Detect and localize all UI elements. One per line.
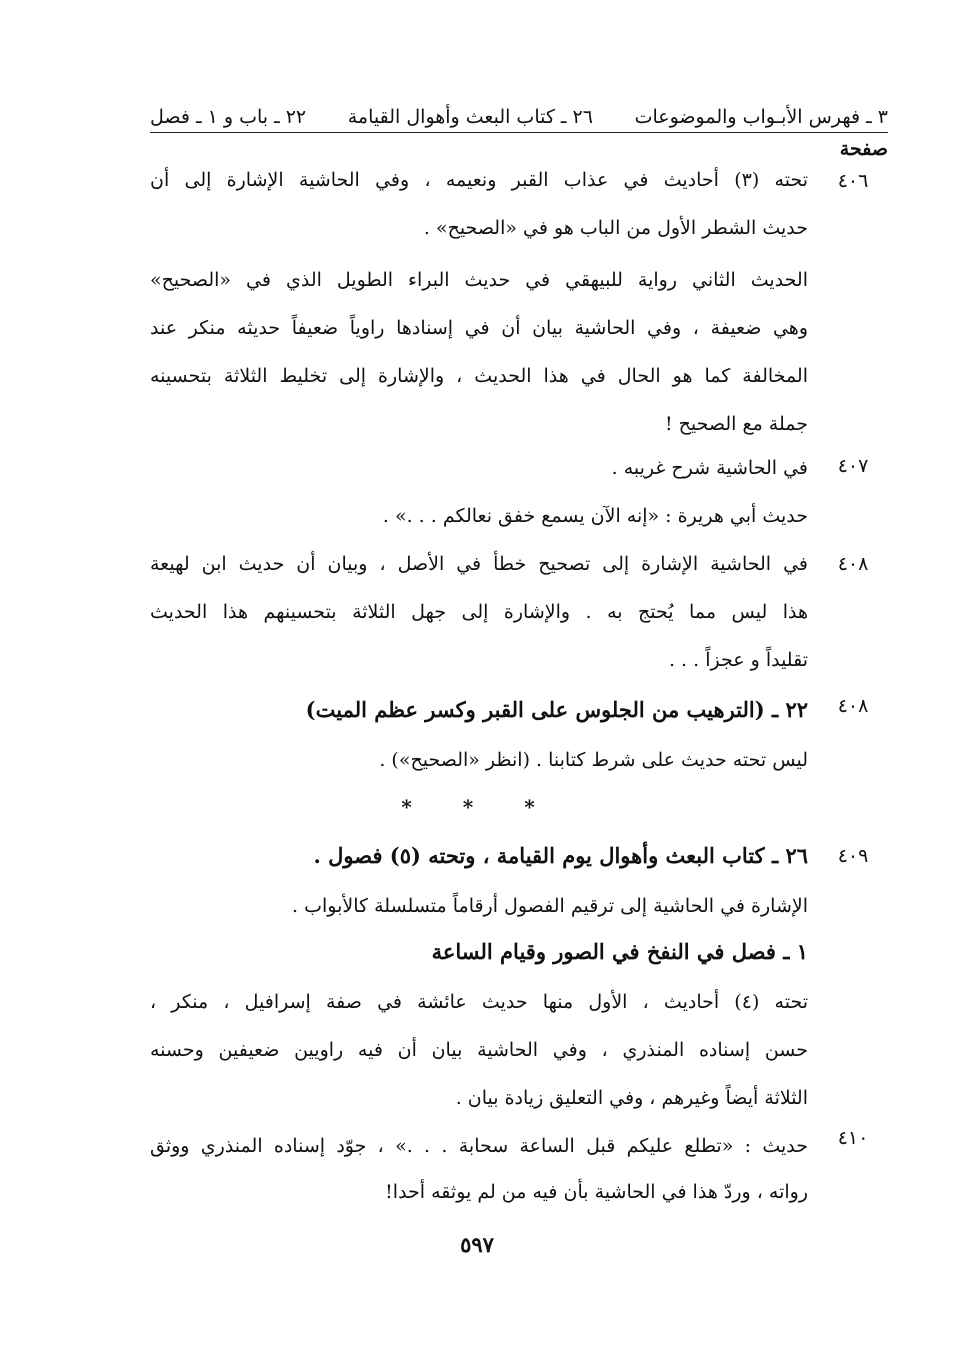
page-number: ٥٩٧ [460, 1232, 494, 1257]
page-ref-410: ٤١٠ [837, 1127, 869, 1149]
page-column-label: صفحة [839, 138, 888, 160]
body-line: رواته ، وردّ هذا في الحاشية بأن فيه من لم يوثقه أحدا! [385, 1181, 808, 1203]
body-line: حديث : «تطلع عليكم قبل الساعة سحابة . . .» ، جوّد إسناده المنذري ووثق [150, 1135, 808, 1157]
page-ref-406: ٤٠٦ [837, 170, 869, 192]
running-header [150, 100, 888, 133]
body-line: الثلاثة أيضاً وغيرهم ، وفي التعليق زيادة بيان . [455, 1087, 808, 1109]
body-line: حديث الشطر الأول من الباب هو في «الصحيح» . [423, 217, 808, 239]
body-line: في الحاشية شرح غريبه . [611, 457, 808, 479]
body-line: الحديث الثاني رواية للبيهقي في حديث البراء الطويل الذي في «الصحيح» [150, 269, 808, 291]
page-ref-408: ٤٠٨ [837, 553, 869, 575]
section-heading: ١ ـ فصل في النفخ في الصور وقيام الساعة [431, 939, 808, 964]
page-ref-407: ٤٠٧ [837, 455, 869, 477]
body-line: هذا ليس مما يُحتج به . والإشارة إلى جهل الثلاثة بتحسينهم هذا الحديث [150, 601, 808, 623]
body-line: ليس تحته حديث على شرط كتابنا . (انظر «الصحيح») . [379, 749, 808, 771]
book-heading: ٢٦ ـ كتاب البعث وأهوال يوم القيامة ، وتحته (٥) فصول . [313, 843, 808, 868]
body-line: الإشارة في الحاشية إلى ترقيم الفصول أرقاماً متسلسلة كالأبواب . [292, 895, 808, 917]
body-line: المخالفة كما هو الحال في هذا الحديث ، والإشارة إلى تخليط الثلاثة بتحسينه [150, 365, 808, 387]
page-ref-408: ٤٠٨ [837, 695, 869, 717]
body-line: حسن إسناده المنذري ، وفي الحاشية بيان أن فيه راويين ضعيفين وحسنه [150, 1039, 808, 1061]
header-chapter-range: ٢٢ ـ باب و ١ ـ فصل [150, 106, 307, 128]
chapter-heading: ٢٢ ـ (الترهيب من الجلوس على القبر وكسر عظم الميت) [305, 697, 808, 722]
body-line: تحته (٤) أحاديث ، الأول منها حديث عائشة في صفة إسرافيل ، منكر ، [150, 991, 808, 1013]
body-line: جملة مع الصحيح ! [664, 413, 808, 435]
body-line: وهي ضعيفة ، وفي الحاشية بيان أن في إسنادها راوياً ضعيفاً حديثه منكر عند [150, 317, 808, 339]
body-line: تحته (٣) أحاديث في عذاب القبر ونعيمه ، وفي الحاشية الإشارة إلى أن [150, 169, 808, 191]
header-book-title: ٢٦ ـ كتاب البعث وأهوال القيامة [347, 106, 593, 128]
section-separator: * * * [401, 795, 557, 819]
page-ref-409: ٤٠٩ [837, 845, 869, 867]
body-line: حديث أبي هريرة : «إنه الآن يسمع خفق نعالكم . . .» . [382, 505, 808, 527]
body-line: في الحاشية الإشارة إلى تصحيح خطأ في الأصل ، وبيان أن حديث ابن لهيعة [150, 553, 808, 575]
body-line: تقليداً و عجزاً . . . [668, 649, 808, 671]
header-section-title: ٣ ـ فهرس الأبـواب والموضوعات [634, 106, 888, 128]
